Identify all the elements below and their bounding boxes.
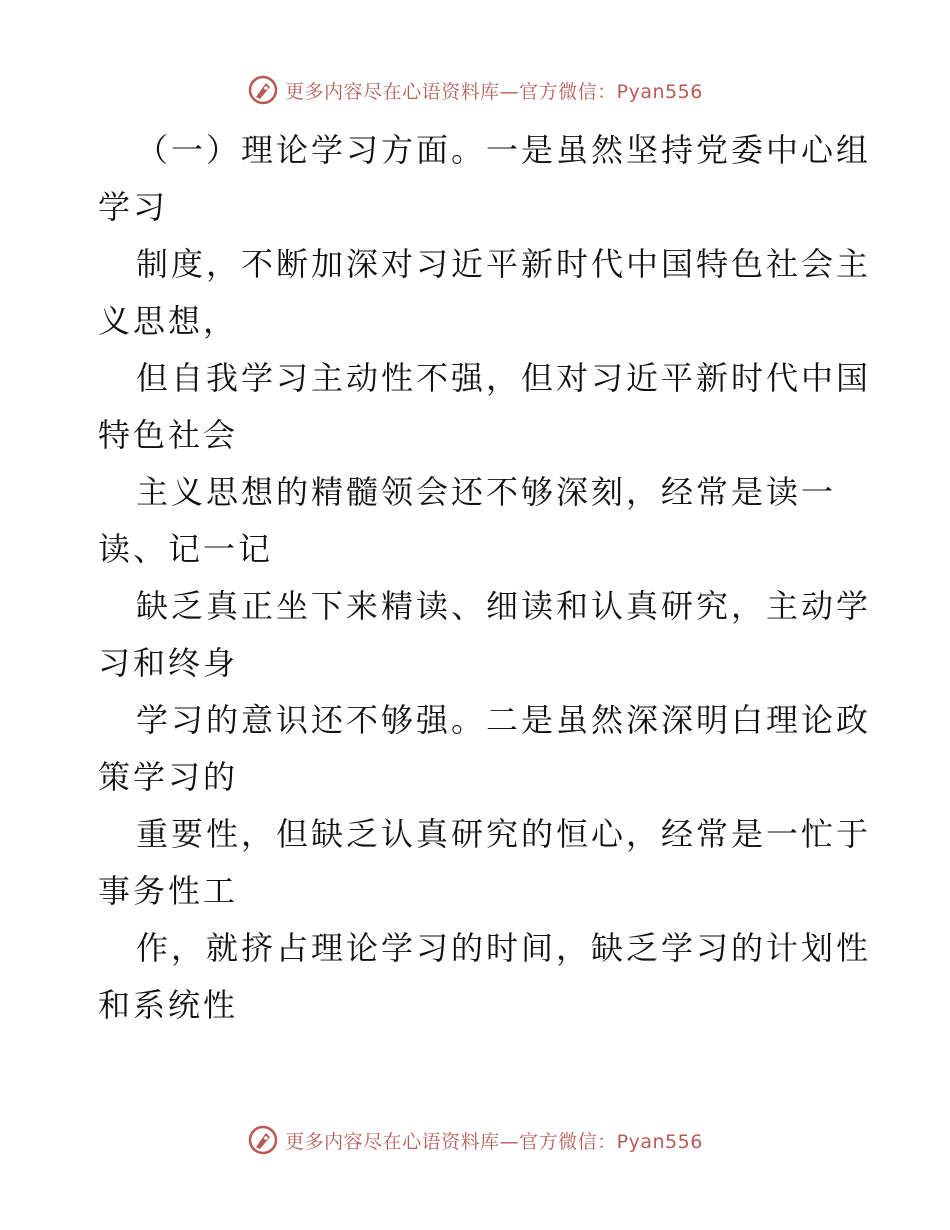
pen-nib-logo-icon (247, 74, 279, 106)
text-line: 义思想， (98, 302, 239, 340)
text-line: 制度，不断加深对习近平新时代中国特色社会主 (136, 245, 872, 283)
text-line: 作，就挤占理论学习的时间，缺乏学习的计划性 (136, 929, 872, 967)
text-line: 重要性，但缺乏认真研究的恒心，经常是一忙于 (136, 815, 872, 853)
text-line: 读、记一记 (98, 530, 274, 568)
text-line: 主义思想的精髓领会还不够深刻，经常是读一 (136, 473, 837, 511)
text-line: 学习 (98, 188, 169, 226)
text-line: 学习的意识还不够强。二是虽然深深明白理论政 (136, 701, 872, 739)
text-line: （一）理论学习方面。一是虽然坚持党委中心组 (136, 131, 872, 169)
footer-watermark (0, 1120, 950, 1160)
text-line: 策学习的 (98, 758, 239, 796)
text-line: 特色社会 (98, 416, 239, 454)
text-line: 习和终身 (98, 644, 239, 682)
text-line: 缺乏真正坐下来精读、细读和认真研究，主动学 (136, 587, 872, 625)
footer-watermark-text: 更多内容尽在心语资料库—官方微信：Pyan556 (285, 1130, 703, 1153)
text-line: 和系统性 (98, 986, 239, 1024)
header-watermark-text: 更多内容尽在心语资料库—官方微信：Pyan556 (285, 80, 703, 103)
text-line: 但自我学习主动性不强，但对习近平新时代中国 (136, 359, 872, 397)
text-line: 事务性工 (98, 872, 239, 910)
header-watermark (0, 70, 950, 110)
document-body (98, 122, 872, 1034)
pen-nib-logo-icon (247, 1124, 279, 1156)
